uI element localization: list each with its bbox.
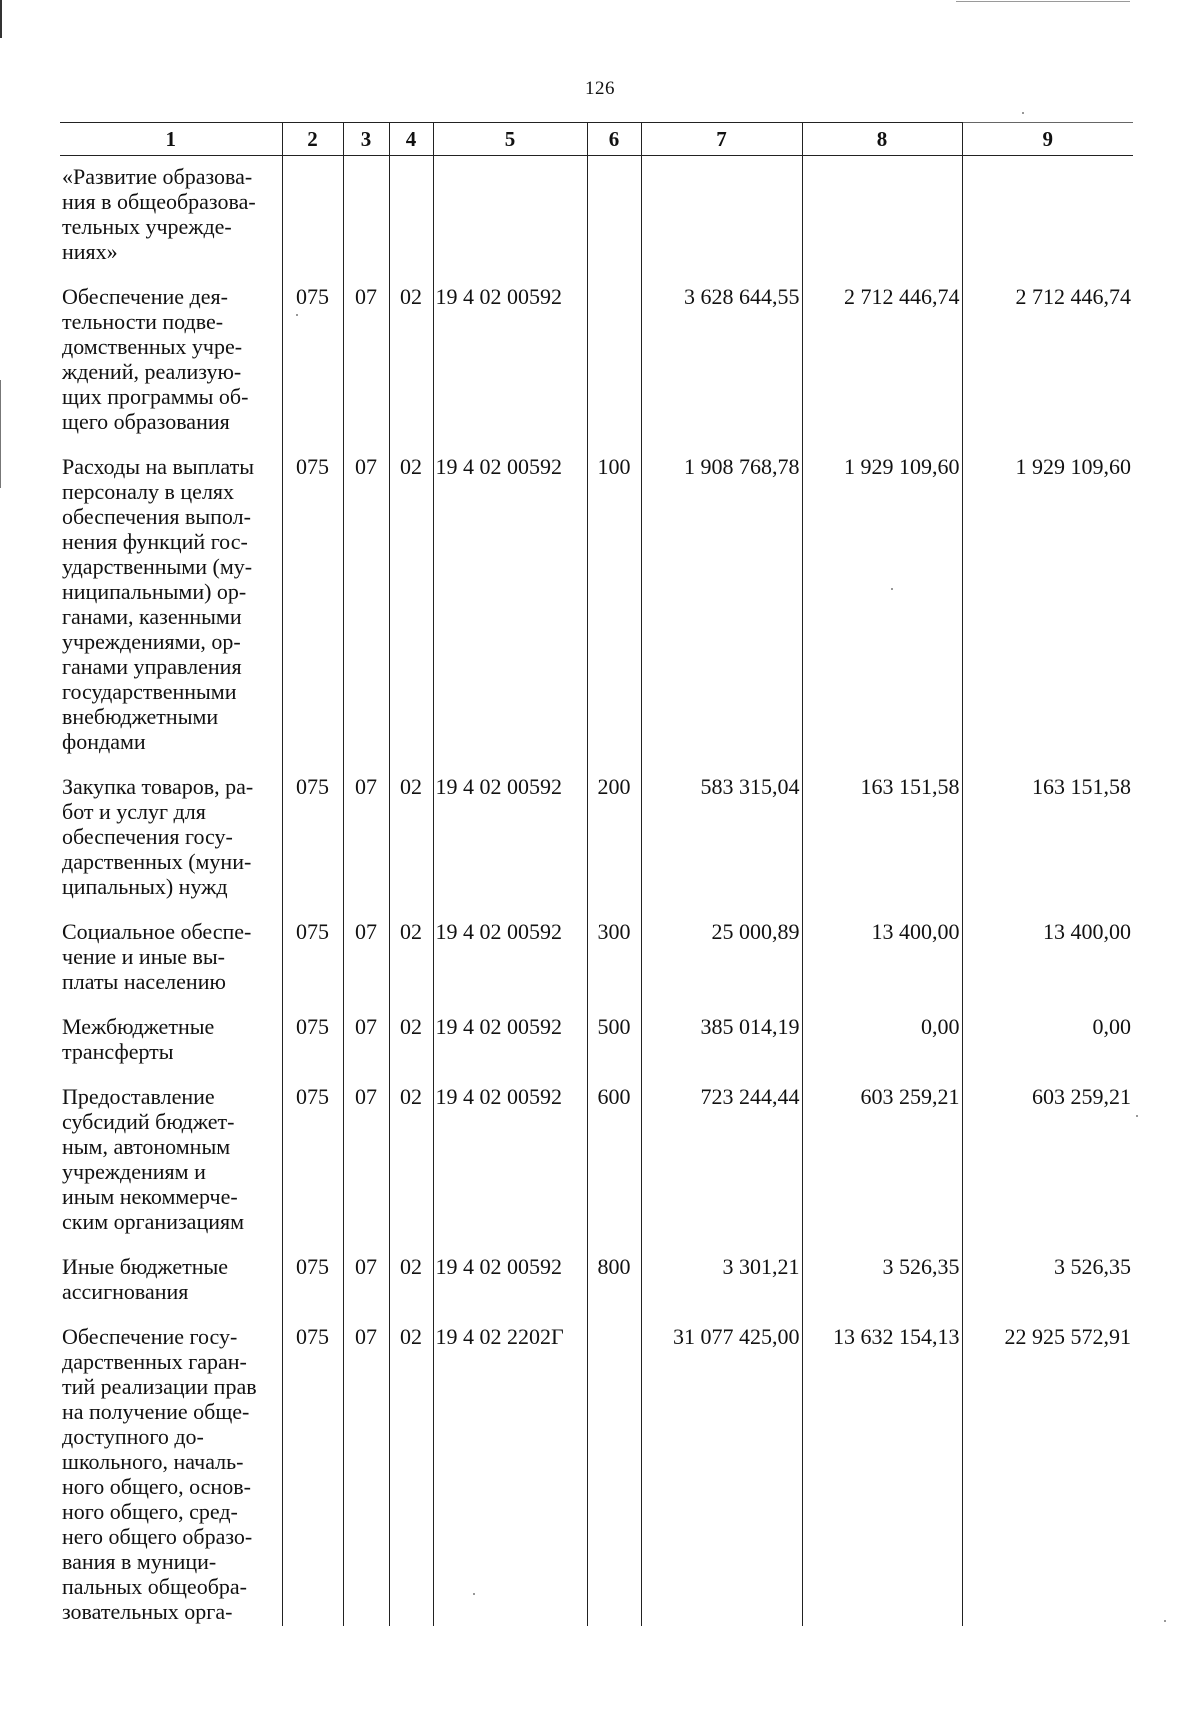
- table-row: [60, 1074, 1133, 1244]
- target-article-cell: 19 4 02 00592: [433, 274, 587, 444]
- table-body: [60, 156, 1133, 1627]
- column-header: 8: [802, 123, 962, 156]
- amount-col9-cell: 13 400,00: [962, 909, 1133, 1004]
- expense-type-cell: [587, 1314, 641, 1626]
- amount-col9-cell: 3 526,35: [962, 1244, 1133, 1314]
- table-row: [60, 1244, 1133, 1314]
- amount-col7-cell: 3 628 644,55: [641, 274, 802, 444]
- target-article-cell: 19 4 02 00592: [433, 909, 587, 1004]
- column-header: 2: [282, 123, 343, 156]
- section-code-cell: 07: [343, 274, 389, 444]
- target-article-cell: 19 4 02 00592: [433, 1004, 587, 1074]
- page-number: 126: [585, 78, 615, 99]
- section-code-cell: 07: [343, 1314, 389, 1626]
- expense-type-cell: [587, 156, 641, 275]
- amount-col8-cell: 163 151,58: [802, 764, 962, 909]
- subsection-code-cell: 02: [389, 764, 433, 909]
- section-code-cell: [343, 156, 389, 275]
- row-name-cell: Социальное обеспе- чение и иные вы- платы населению: [62, 919, 252, 994]
- target-article-cell: 19 4 02 00592: [433, 1074, 587, 1244]
- chapter-code-cell: 075: [282, 909, 343, 1004]
- amount-col7-cell: [641, 156, 802, 275]
- row-name-cell: Обеспечение госу- дарственных гаран- тий реализации прав на получение обще- доступного до- школьного, началь- ного общего, основ- ного общего, сред- него общего образо- вания в муници- пальных общеобра- зовательных орга-: [62, 1324, 257, 1624]
- expense-type-cell: [587, 274, 641, 444]
- column-header: 7: [641, 123, 802, 156]
- scan-speck: [1164, 1620, 1166, 1622]
- amount-col7-cell: 25 000,89: [641, 909, 802, 1004]
- table-row: [60, 1314, 1133, 1626]
- subsection-code-cell: 02: [389, 444, 433, 764]
- chapter-code-cell: 075: [282, 444, 343, 764]
- subsection-code-cell: 02: [389, 1004, 433, 1074]
- amount-col7-cell: 1 908 768,78: [641, 444, 802, 764]
- column-header: 4: [389, 123, 433, 156]
- column-header: 3: [343, 123, 389, 156]
- column-header: 5: [433, 123, 587, 156]
- amount-col8-cell: 1 929 109,60: [802, 444, 962, 764]
- expense-type-cell: 100: [587, 444, 641, 764]
- expense-type-cell: 600: [587, 1074, 641, 1244]
- row-name-cell: Иные бюджетные ассигнования: [62, 1254, 229, 1304]
- expense-type-cell: 300: [587, 909, 641, 1004]
- table-row: [60, 444, 1133, 764]
- row-name-cell: Обеспечение дея- тельности подве- домственных учре- ждений, реализую- щих программы об- щего образования: [62, 284, 249, 434]
- subsection-code-cell: 02: [389, 909, 433, 1004]
- amount-col9-cell: 0,00: [962, 1004, 1133, 1074]
- row-name-cell: Расходы на выплаты персоналу в целях обеспечения выпол- нения функций гос- ударственными (му- ниципальными) ор- ганами, казенными учреждениями, ор- ганами управления государственными внебюджетными фондами: [62, 454, 255, 754]
- row-name-cell: «Развитие образова- ния в общеобразова- тельных учрежде- ниях»: [62, 164, 256, 264]
- chapter-code-cell: 075: [282, 1074, 343, 1244]
- section-code-cell: 07: [343, 909, 389, 1004]
- table-header-row: [60, 123, 1133, 156]
- table-row: [60, 156, 1133, 275]
- row-name-cell: Закупка товаров, ра- бот и услуг для обеспечения госу- дарственных (муни- ципальных) нужд: [62, 774, 254, 899]
- amount-col7-cell: 723 244,44: [641, 1074, 802, 1244]
- amount-col7-cell: 3 301,21: [641, 1244, 802, 1314]
- chapter-code-cell: 075: [282, 1004, 343, 1074]
- expense-type-cell: 200: [587, 764, 641, 909]
- scan-speck: [1022, 112, 1024, 114]
- table-row: [60, 909, 1133, 1004]
- target-article-cell: 19 4 02 00592: [433, 764, 587, 909]
- budget-table: [60, 122, 1133, 1626]
- column-header: 1: [60, 123, 282, 156]
- chapter-code-cell: 075: [282, 1244, 343, 1314]
- amount-col8-cell: [802, 156, 962, 275]
- section-code-cell: 07: [343, 1244, 389, 1314]
- target-article-cell: 19 4 02 00592: [433, 444, 587, 764]
- subsection-code-cell: 02: [389, 1314, 433, 1626]
- column-header: 6: [587, 123, 641, 156]
- row-name-cell: Предоставление субсидий бюджет- ным, автономным учреждениям и иным некоммерче- ским организациям: [62, 1084, 245, 1234]
- top-edge-rule: [956, 1, 1130, 2]
- target-article-cell: 19 4 02 2202Г: [433, 1314, 587, 1626]
- amount-col8-cell: 3 526,35: [802, 1244, 962, 1314]
- table-row: [60, 1004, 1133, 1074]
- amount-col9-cell: 603 259,21: [962, 1074, 1133, 1244]
- chapter-code-cell: 075: [282, 274, 343, 444]
- target-article-cell: 19 4 02 00592: [433, 1244, 587, 1314]
- subsection-code-cell: 02: [389, 274, 433, 444]
- expense-type-cell: 500: [587, 1004, 641, 1074]
- section-code-cell: 07: [343, 1004, 389, 1074]
- scan-edge-mark: [0, 0, 2, 38]
- amount-col8-cell: 13 400,00: [802, 909, 962, 1004]
- amount-col7-cell: 583 315,04: [641, 764, 802, 909]
- chapter-code-cell: 075: [282, 1314, 343, 1626]
- table-row: [60, 274, 1133, 444]
- amount-col9-cell: 1 929 109,60: [962, 444, 1133, 764]
- amount-col8-cell: 13 632 154,13: [802, 1314, 962, 1626]
- chapter-code-cell: [282, 156, 343, 275]
- section-code-cell: 07: [343, 764, 389, 909]
- scan-edge-mark: [0, 380, 1, 488]
- amount-col8-cell: 0,00: [802, 1004, 962, 1074]
- target-article-cell: [433, 156, 587, 275]
- row-name-cell: Межбюджетные трансферты: [62, 1014, 215, 1064]
- amount-col9-cell: 22 925 572,91: [962, 1314, 1133, 1626]
- expense-type-cell: 800: [587, 1244, 641, 1314]
- amount-col9-cell: 2 712 446,74: [962, 274, 1133, 444]
- subsection-code-cell: [389, 156, 433, 275]
- amount-col9-cell: 163 151,58: [962, 764, 1133, 909]
- amount-col8-cell: 603 259,21: [802, 1074, 962, 1244]
- section-code-cell: 07: [343, 444, 389, 764]
- column-header: 9: [962, 123, 1133, 156]
- amount-col7-cell: 385 014,19: [641, 1004, 802, 1074]
- amount-col8-cell: 2 712 446,74: [802, 274, 962, 444]
- section-code-cell: 07: [343, 1074, 389, 1244]
- scan-speck: [1136, 1115, 1138, 1117]
- subsection-code-cell: 02: [389, 1244, 433, 1314]
- subsection-code-cell: 02: [389, 1074, 433, 1244]
- amount-col7-cell: 31 077 425,00: [641, 1314, 802, 1626]
- table-row: [60, 764, 1133, 909]
- chapter-code-cell: 075: [282, 764, 343, 909]
- amount-col9-cell: [962, 156, 1133, 275]
